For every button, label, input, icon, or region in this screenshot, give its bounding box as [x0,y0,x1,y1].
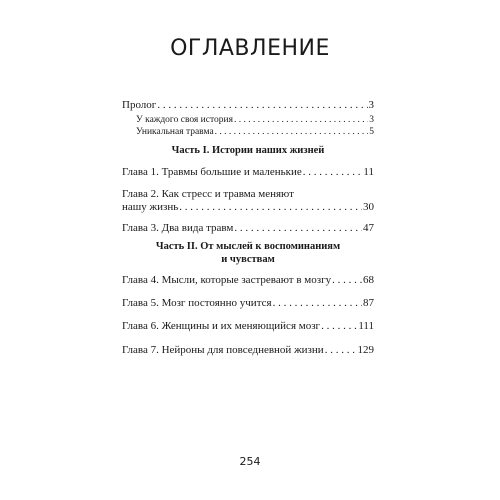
toc-leader-dots [321,320,357,333]
toc-entry-page: 47 [363,222,374,234]
page-title: ОГЛАВЛЕНИЕ [170,36,330,61]
toc-entry-chapter [122,320,374,333]
toc-leader-dots [179,201,362,214]
toc-part-heading [122,240,374,266]
toc-leader-dots [303,166,363,179]
toc-part-heading [122,144,374,157]
toc-part-title-line1: Часть II. От мыслей к воспоминаниям [155,241,341,252]
toc-entry-prologue [122,99,374,112]
toc-entry-page: 129 [357,344,374,356]
page-number: 254 [239,455,261,468]
toc-leader-dots [234,222,362,235]
toc-entry-title-line1: Глава 2. Как стресс и травма меняют [122,188,294,200]
toc-subentry-page: 5 [369,127,374,137]
toc-entry-title: Пролог [122,99,157,111]
toc-subentry-page: 3 [369,115,374,125]
toc-subentry [136,126,374,139]
toc-entry-chapter [122,222,374,235]
toc-part-title: Часть I. Истории наших жизней [171,145,325,156]
toc-entry-title: Глава 4. Мысли, которые застревают в мозгу [122,274,332,286]
toc-entry-title-line2-row [122,201,374,214]
toc-entry-page: 87 [363,297,374,309]
toc-entry-title: Глава 1. Травмы большие и маленькие [122,166,302,178]
toc-entry-page: 3 [368,99,374,111]
toc-leader-dots [215,126,369,139]
toc-entry-chapter [122,297,374,310]
toc-subentry-title: Уникальная травма [136,127,214,137]
toc-leader-dots [157,99,367,112]
toc-entry-page: 30 [363,201,374,213]
toc-leader-dots [325,344,357,357]
toc-leader-dots [332,274,362,287]
toc-entry-title: Глава 7. Нейроны для повседневной жизни [122,344,324,356]
toc-entry-chapter [122,274,374,287]
toc-entry-chapter [122,188,374,214]
toc-entry-title: Глава 6. Женщины и их меняющийся мозг [122,320,321,332]
toc-entry-title-line2: нашу жизнь [122,201,179,213]
toc-entry-page: 68 [363,274,374,286]
toc-entry-title: Глава 3. Два вида травм [122,222,234,234]
toc-entry-page: 111 [358,320,374,332]
toc-entry-chapter [122,344,374,357]
toc-subentry-title: У каждого своя история [136,115,233,125]
toc-entry-title: Глава 5. Мозг постоянно учится [122,297,272,309]
toc-part-title-line2: и чувствам [221,254,275,265]
toc-leader-dots [273,297,362,310]
toc-entry-chapter [122,166,374,179]
toc-entry-page: 11 [363,166,374,178]
